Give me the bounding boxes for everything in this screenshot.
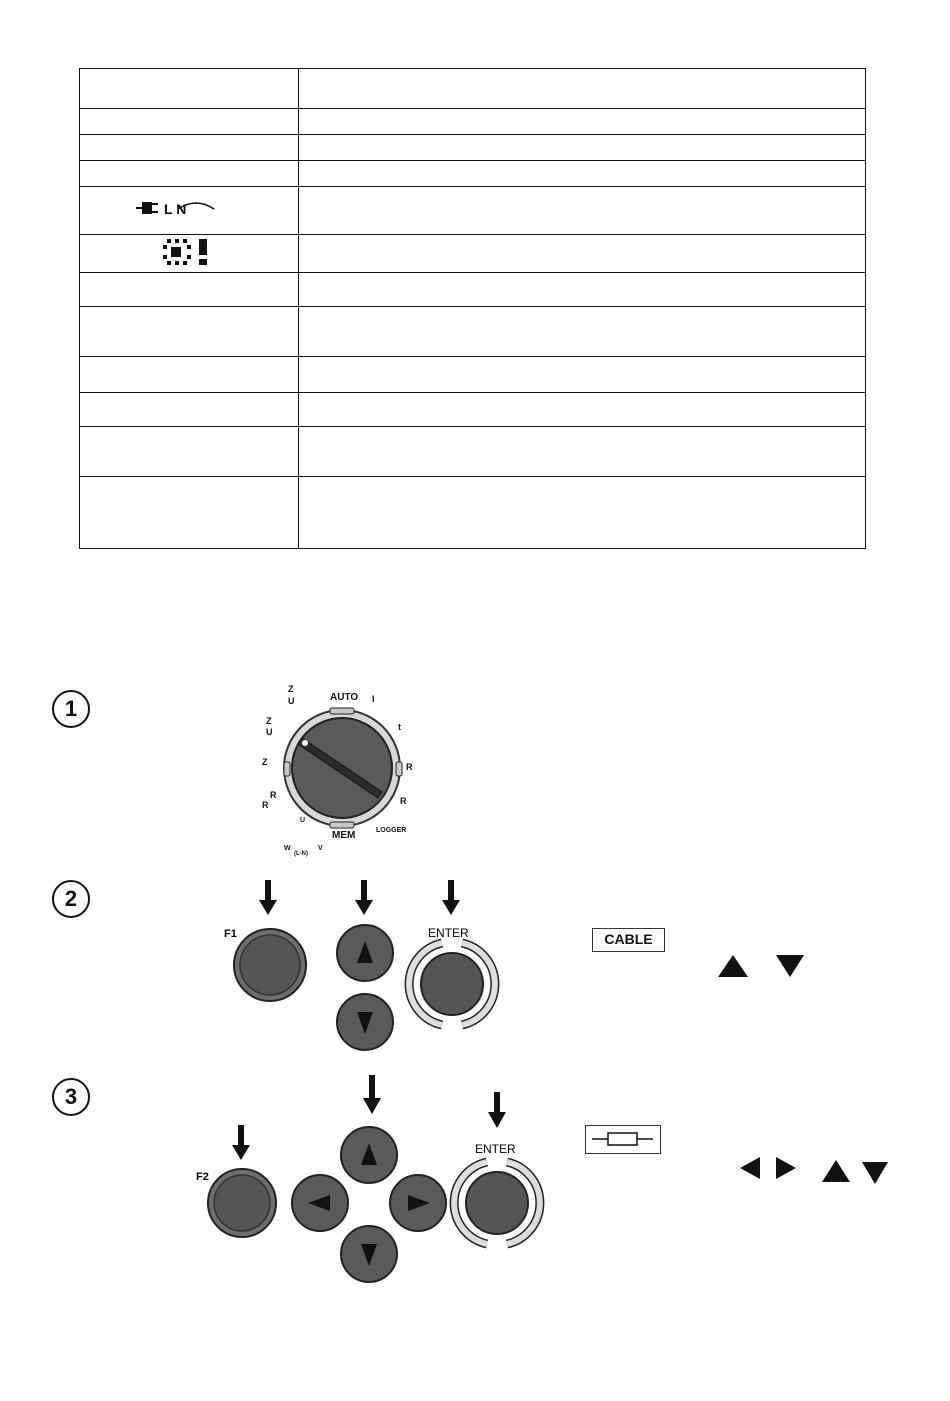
dial-label-riso-right: R: [400, 796, 407, 806]
dial-label-u-top: U: [288, 696, 295, 706]
dial-label-u-mid: U: [266, 727, 273, 737]
description-cell: [299, 427, 866, 477]
symbol-table: [79, 68, 866, 549]
description-cell: [299, 69, 866, 109]
enter-button[interactable]: [454, 1162, 540, 1244]
description-cell: [299, 357, 866, 393]
symbol-cell: [80, 477, 299, 549]
plug-l-n-label: L N: [164, 201, 187, 217]
press-arrow-icon: [259, 880, 460, 915]
f1-button[interactable]: [234, 929, 306, 1001]
dial-label-z-top: Z: [288, 684, 294, 694]
dial-label-logger: LOGGER: [376, 827, 407, 834]
description-cell: [299, 235, 866, 273]
symbol-cell: [80, 187, 299, 235]
step-3-arrow-keys: [738, 1156, 890, 1186]
symbol-cell: [80, 109, 299, 135]
f2-button[interactable]: [208, 1169, 276, 1237]
triangle-up-icon: [822, 1160, 850, 1182]
dial-label-z-low: Z: [262, 757, 268, 767]
description-cell: [299, 187, 866, 235]
dial-label-lnn: (L-N): [294, 851, 308, 857]
symbol-cell: [80, 393, 299, 427]
dial-label-r-low: R: [262, 800, 269, 810]
symbol-cell: [80, 357, 299, 393]
triangle-up-icon: [718, 955, 748, 977]
table-row: [80, 109, 866, 135]
triangle-left-icon: [740, 1157, 760, 1179]
triangle-down-icon: [862, 1162, 888, 1184]
dial-label-z-mid: Z: [266, 716, 272, 726]
step-3-marker: 3: [52, 1078, 90, 1116]
enter-label: ENTER: [428, 926, 469, 940]
description-cell: [299, 477, 866, 549]
dial-label-w: W: [284, 845, 291, 852]
plug-L-N-icon: [134, 197, 244, 219]
step-2-marker: 2: [52, 880, 90, 918]
enter-label: ENTER: [475, 1142, 516, 1156]
table-row: [80, 235, 866, 273]
description-cell: [299, 135, 866, 161]
down-button[interactable]: [337, 994, 393, 1050]
enter-button[interactable]: [409, 943, 495, 1025]
dial-label-v: V: [318, 845, 323, 852]
dial-label-auto: AUTO: [330, 692, 359, 703]
fuse-indicator: [585, 1125, 661, 1154]
dial-label-r-iso: R: [270, 790, 277, 800]
left-button[interactable]: [292, 1175, 348, 1231]
description-cell: [299, 307, 866, 357]
triangle-down-icon: [776, 955, 804, 977]
symbol-cell: [80, 427, 299, 477]
table-row: [80, 273, 866, 307]
step-2-keypad: [220, 875, 520, 1060]
dial-label-ta: t: [398, 722, 401, 732]
rotary-dial[interactable]: [250, 680, 430, 860]
cable-indicator: CABLE: [592, 928, 665, 952]
table-row: [80, 307, 866, 357]
down-button[interactable]: [341, 1226, 397, 1282]
table-row: [80, 393, 866, 427]
symbol-cell: [80, 273, 299, 307]
symbol-cell: [80, 135, 299, 161]
right-button[interactable]: [390, 1175, 446, 1231]
triangle-right-icon: [776, 1157, 796, 1179]
description-cell: [299, 161, 866, 187]
table-row: [80, 187, 866, 235]
step-1-marker: 1: [52, 690, 90, 728]
step-2-arrow-keys: [715, 952, 810, 980]
symbol-cell: [80, 161, 299, 187]
symbol-cell: [80, 307, 299, 357]
fuse-icon: [586, 1126, 659, 1152]
description-cell: [299, 273, 866, 307]
dial-label-re: R: [406, 762, 413, 772]
dial-pointer-dot: [302, 740, 308, 746]
step-3-keypad: [190, 1070, 550, 1290]
symbol-cell: [80, 235, 299, 273]
table-row: [80, 357, 866, 393]
f2-label: F2: [196, 1171, 209, 1183]
symbol-cell: [80, 69, 299, 109]
up-button[interactable]: [341, 1127, 397, 1183]
f1-label: F1: [224, 928, 237, 940]
up-button[interactable]: [337, 925, 393, 981]
table-row: [80, 427, 866, 477]
temperature-warning-icon: [159, 235, 219, 267]
dial-label-mem: MEM: [332, 830, 356, 841]
dial-label-ia: I: [372, 694, 375, 704]
table-row: [80, 135, 866, 161]
description-cell: [299, 109, 866, 135]
dial-label-u: U: [300, 817, 306, 824]
table-row: [80, 477, 866, 549]
description-cell: [299, 393, 866, 427]
table-row: [80, 161, 866, 187]
table-row: [80, 69, 866, 109]
